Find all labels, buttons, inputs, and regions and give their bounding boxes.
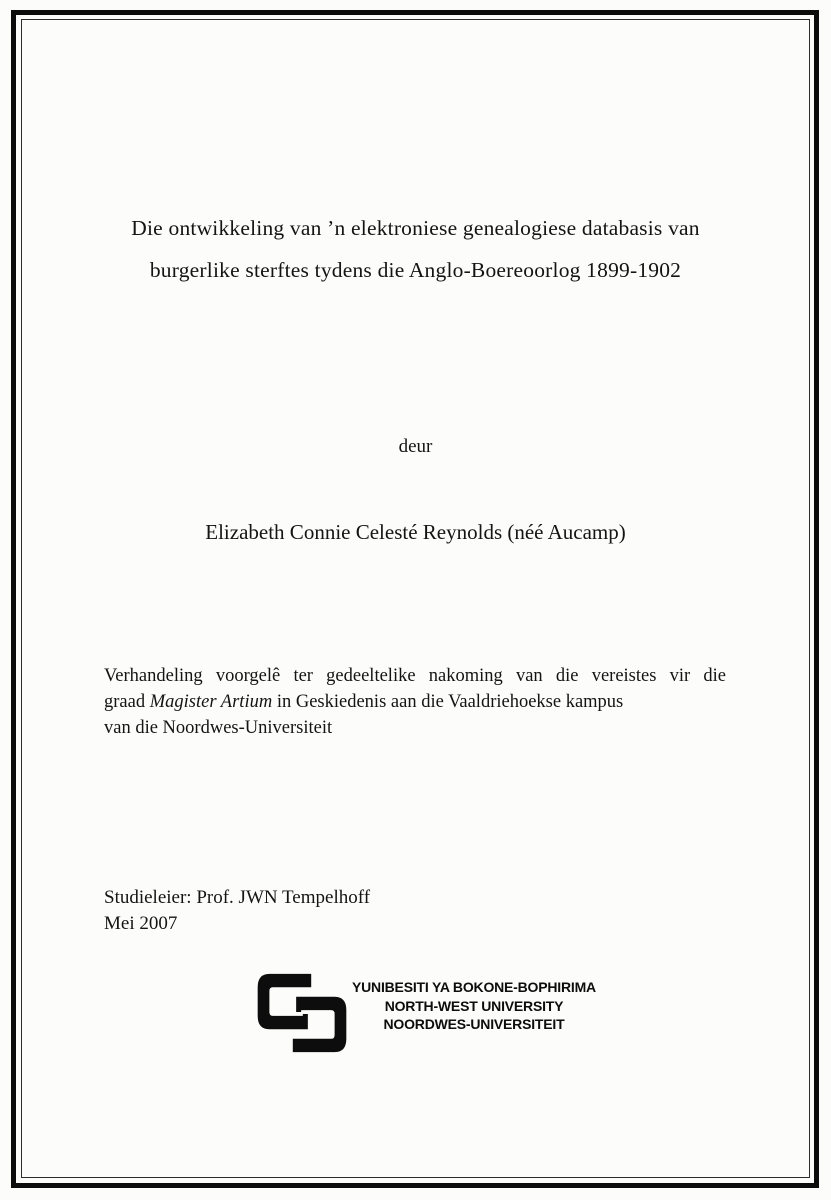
- thesis-title-line-1: Die ontwikkeling van ’n elektroniese genealogiese databasis van: [131, 216, 700, 240]
- submission-line-2-pre: graad: [104, 692, 150, 712]
- university-name-afrikaans: NOORDWES-UNIVERSITEIT: [383, 1016, 565, 1032]
- university-name-setswana: YUNIBESITI YA BOKONE-BOPHIRIMA: [352, 979, 596, 995]
- date-line: Mei 2007: [104, 913, 178, 934]
- supervisor-line: Studieleier: Prof. JWN Tempelhoff: [104, 887, 371, 908]
- submission-line-2-post: in Geskiedenis aan die Vaaldriehoekse kampus: [272, 692, 624, 712]
- degree-name: Magister Artium: [149, 692, 273, 712]
- thesis-title: [90, 207, 741, 291]
- university-name-english: NORTH-WEST UNIVERSITY: [384, 997, 564, 1014]
- submission-line-2: [104, 689, 726, 715]
- supervisor-block: [104, 885, 370, 937]
- university-logo: [256, 970, 596, 1056]
- thesis-title-line-2: burgerlike sterftes tydens die Anglo-Boereoorlog 1899-1902: [149, 258, 682, 282]
- submission-line-1: Verhandeling voorgelê ter gedeeltelike nakoming van die vereistes vir die: [104, 666, 726, 686]
- author-name: Elizabeth Connie Celesté Reynolds (néé Aucamp): [205, 520, 626, 544]
- university-logo-text: [352, 970, 596, 1034]
- submission-statement: [104, 663, 726, 741]
- byline-deur: deur: [398, 436, 433, 457]
- nwu-interlocking-links-icon: [256, 970, 348, 1056]
- submission-line-3: van die Noordwes-Universiteit: [104, 718, 333, 738]
